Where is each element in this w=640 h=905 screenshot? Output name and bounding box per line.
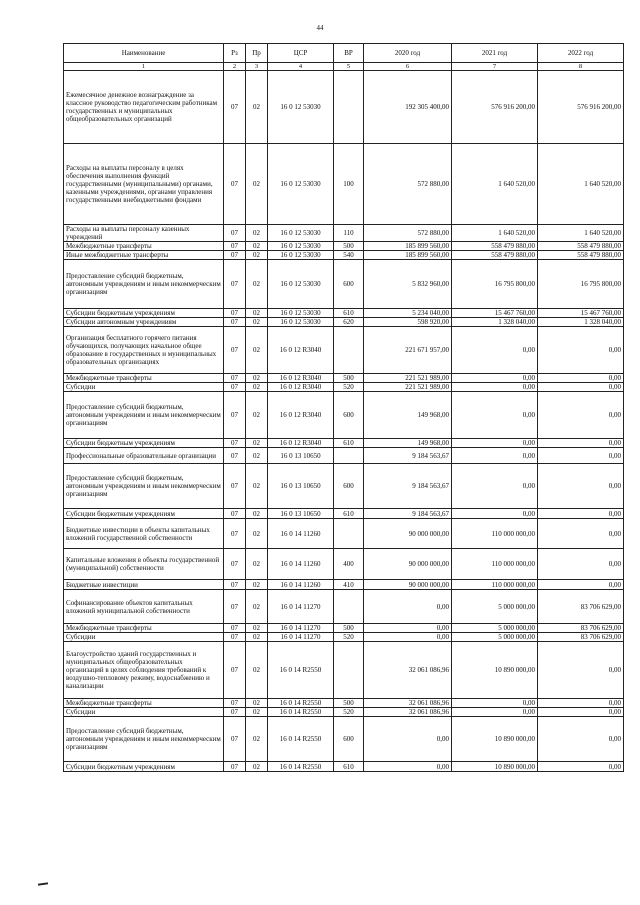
row-vr: 610 (334, 762, 364, 772)
row-vr: 600 (334, 260, 364, 309)
row-amount-2020: 32 061 086,96 (364, 708, 452, 717)
row-pr: 02 (246, 251, 268, 260)
row-amount-2021: 558 479 880,00 (452, 242, 538, 251)
row-amount-2022: 558 479 880,00 (538, 251, 624, 260)
row-amount-2022: 0,00 (538, 762, 624, 772)
row-amount-2020: 598 920,00 (364, 318, 452, 327)
row-amount-2020: 221 671 957,00 (364, 327, 452, 374)
header-2020: 2020 год (364, 44, 452, 63)
row-pr: 02 (246, 225, 268, 242)
table-row (64, 327, 624, 374)
row-amount-2021: 16 795 800,00 (452, 260, 538, 309)
row-name: Субсидии бюджетным учреждениям (64, 309, 224, 318)
row-amount-2022: 0,00 (538, 717, 624, 762)
row-rz: 07 (224, 392, 246, 439)
table-row (64, 580, 624, 590)
row-vr: 520 (334, 383, 364, 392)
row-name: Межбюджетные трансферты (64, 624, 224, 633)
row-name: Софинансирование объектов капитальных вложений муниципальной собственности (64, 590, 224, 624)
row-amount-2021: 558 479 880,00 (452, 251, 538, 260)
row-pr: 02 (246, 642, 268, 699)
table-row (64, 318, 624, 327)
row-rz: 07 (224, 144, 246, 225)
row-csr: 16 0 14 R2550 (268, 762, 334, 772)
row-amount-2022: 0,00 (538, 699, 624, 708)
row-amount-2022: 15 467 760,00 (538, 309, 624, 318)
row-csr: 16 0 12 53030 (268, 144, 334, 225)
row-amount-2022: 0,00 (538, 392, 624, 439)
header-pr: Пр (246, 44, 268, 63)
column-number: 4 (268, 63, 334, 71)
row-vr: 520 (334, 708, 364, 717)
row-amount-2020: 185 899 560,00 (364, 242, 452, 251)
row-vr: 600 (334, 392, 364, 439)
row-amount-2022: 0,00 (538, 519, 624, 549)
row-csr: 16 0 12 53030 (268, 225, 334, 242)
row-amount-2020: 90 000 000,00 (364, 549, 452, 580)
row-name: Расходы на выплаты персоналу казенных учреждений (64, 225, 224, 242)
row-rz: 07 (224, 260, 246, 309)
row-csr: 16 0 14 R2550 (268, 699, 334, 708)
row-rz: 07 (224, 642, 246, 699)
row-csr: 16 0 13 10650 (268, 509, 334, 519)
row-amount-2020: 5 234 040,00 (364, 309, 452, 318)
row-amount-2020: 572 880,00 (364, 144, 452, 225)
row-vr: 500 (334, 242, 364, 251)
row-csr: 16 0 14 R2550 (268, 708, 334, 717)
row-pr: 02 (246, 633, 268, 642)
column-number: 1 (64, 63, 224, 71)
row-csr: 16 0 12 R3040 (268, 383, 334, 392)
row-pr: 02 (246, 144, 268, 225)
row-amount-2021: 1 328 040,00 (452, 318, 538, 327)
row-rz: 07 (224, 225, 246, 242)
row-name: Профессиональные образовательные организации (64, 448, 224, 464)
row-amount-2021: 0,00 (452, 327, 538, 374)
table-row (64, 309, 624, 318)
row-vr: 500 (334, 699, 364, 708)
row-amount-2021: 10 890 000,00 (452, 762, 538, 772)
row-amount-2021: 5 000 000,00 (452, 633, 538, 642)
row-csr: 16 0 12 53030 (268, 242, 334, 251)
row-amount-2021: 10 890 000,00 (452, 642, 538, 699)
row-amount-2020: 32 061 086,96 (364, 699, 452, 708)
row-amount-2022: 0,00 (538, 383, 624, 392)
row-pr: 02 (246, 318, 268, 327)
row-amount-2020: 9 184 563,67 (364, 509, 452, 519)
row-amount-2020: 149 968,00 (364, 392, 452, 439)
row-amount-2021: 1 640 520,00 (452, 144, 538, 225)
row-vr: 540 (334, 251, 364, 260)
row-pr: 02 (246, 448, 268, 464)
row-amount-2022: 0,00 (538, 448, 624, 464)
row-amount-2021: 10 890 000,00 (452, 717, 538, 762)
row-name: Предоставление субсидий бюджетным, автономным учреждениям и иным некоммерческим организациям (64, 464, 224, 509)
row-vr (334, 519, 364, 549)
row-csr: 16 0 13 10650 (268, 464, 334, 509)
row-amount-2020: 90 000 000,00 (364, 519, 452, 549)
table-row (64, 509, 624, 519)
row-amount-2020: 0,00 (364, 717, 452, 762)
row-csr: 16 0 12 R3040 (268, 327, 334, 374)
row-pr: 02 (246, 590, 268, 624)
row-amount-2021: 0,00 (452, 448, 538, 464)
row-amount-2021: 1 640 520,00 (452, 225, 538, 242)
row-pr: 02 (246, 699, 268, 708)
row-rz: 07 (224, 327, 246, 374)
row-pr: 02 (246, 374, 268, 383)
row-amount-2021: 5 000 000,00 (452, 624, 538, 633)
row-csr: 16 0 14 11270 (268, 590, 334, 624)
row-csr: 16 0 12 R3040 (268, 374, 334, 383)
row-vr: 620 (334, 318, 364, 327)
header-name: Наименование (64, 44, 224, 63)
row-rz: 07 (224, 580, 246, 590)
row-csr: 16 0 12 53030 (268, 71, 334, 144)
row-pr: 02 (246, 439, 268, 448)
row-name: Межбюджетные трансферты (64, 374, 224, 383)
row-rz: 07 (224, 439, 246, 448)
row-name: Бюджетные инвестиции в объекты капитальных вложений государственной собственности (64, 519, 224, 549)
row-pr: 02 (246, 519, 268, 549)
row-amount-2020: 221 521 989,00 (364, 383, 452, 392)
row-amount-2022: 0,00 (538, 374, 624, 383)
row-csr: 16 0 14 11260 (268, 549, 334, 580)
page-number: 44 (316, 24, 324, 32)
row-csr: 16 0 12 R3040 (268, 439, 334, 448)
row-amount-2021: 0,00 (452, 699, 538, 708)
table-row (64, 762, 624, 772)
row-pr: 02 (246, 624, 268, 633)
row-csr: 16 0 13 10650 (268, 448, 334, 464)
row-name: Расходы на выплаты персоналу в целях обеспечения выполнения функций государственными (муниципальными) органами, казенными учреждениями, органами управления государственными внебюджетными фондами (64, 144, 224, 225)
row-amount-2020: 572 880,00 (364, 225, 452, 242)
table-row (64, 439, 624, 448)
row-amount-2021: 0,00 (452, 439, 538, 448)
row-pr: 02 (246, 242, 268, 251)
row-name: Субсидии (64, 708, 224, 717)
row-rz: 07 (224, 71, 246, 144)
row-amount-2022: 0,00 (538, 327, 624, 374)
row-amount-2021: 110 000 000,00 (452, 519, 538, 549)
row-vr (334, 448, 364, 464)
row-amount-2020: 0,00 (364, 633, 452, 642)
row-pr: 02 (246, 260, 268, 309)
row-amount-2022: 83 706 629,00 (538, 624, 624, 633)
row-rz: 07 (224, 633, 246, 642)
row-amount-2020: 192 305 400,00 (364, 71, 452, 144)
row-amount-2021: 110 000 000,00 (452, 580, 538, 590)
row-vr: 410 (334, 580, 364, 590)
row-amount-2022: 0,00 (538, 580, 624, 590)
table-row (64, 624, 624, 633)
table-row (64, 642, 624, 699)
row-amount-2022: 1 640 520,00 (538, 225, 624, 242)
row-name: Иные межбюджетные трансферты (64, 251, 224, 260)
table-row (64, 251, 624, 260)
row-name: Ежемесячное денежное вознаграждение за классное руководство педагогическим работникам государственных и муниципальных общеобразовательных организаций (64, 71, 224, 144)
row-rz: 07 (224, 762, 246, 772)
row-pr: 02 (246, 580, 268, 590)
row-pr: 02 (246, 509, 268, 519)
row-amount-2021: 15 467 760,00 (452, 309, 538, 318)
row-amount-2022: 576 916 200,00 (538, 71, 624, 144)
row-vr: 610 (334, 309, 364, 318)
row-amount-2021: 5 000 000,00 (452, 590, 538, 624)
row-vr: 100 (334, 144, 364, 225)
row-csr: 16 0 14 R2550 (268, 717, 334, 762)
row-amount-2022: 558 479 880,00 (538, 242, 624, 251)
row-pr: 02 (246, 549, 268, 580)
row-amount-2021: 0,00 (452, 509, 538, 519)
row-amount-2022: 83 706 629,00 (538, 633, 624, 642)
row-name: Бюджетные инвестиции (64, 580, 224, 590)
table-row (64, 242, 624, 251)
row-pr: 02 (246, 392, 268, 439)
row-pr: 02 (246, 383, 268, 392)
column-number: 3 (246, 63, 268, 71)
row-name: Капитальные вложения в объекты государственной (муниципальной) собственности (64, 549, 224, 580)
row-name: Межбюджетные трансферты (64, 242, 224, 251)
row-name: Субсидии автономным учреждениям (64, 318, 224, 327)
row-vr: 500 (334, 624, 364, 633)
row-rz: 07 (224, 624, 246, 633)
table-row (64, 225, 624, 242)
row-rz: 07 (224, 242, 246, 251)
row-vr: 600 (334, 464, 364, 509)
table-row (64, 633, 624, 642)
row-vr: 400 (334, 549, 364, 580)
row-name: Межбюджетные трансферты (64, 699, 224, 708)
row-amount-2020: 185 899 560,00 (364, 251, 452, 260)
table-row (64, 448, 624, 464)
row-amount-2020: 9 184 563,67 (364, 448, 452, 464)
row-amount-2021: 0,00 (452, 708, 538, 717)
row-amount-2022: 0,00 (538, 509, 624, 519)
row-name: Субсидии бюджетным учреждениям (64, 762, 224, 772)
row-amount-2021: 110 000 000,00 (452, 549, 538, 580)
row-vr: 610 (334, 439, 364, 448)
row-rz: 07 (224, 251, 246, 260)
row-rz: 07 (224, 374, 246, 383)
row-amount-2021: 0,00 (452, 383, 538, 392)
row-name: Предоставление субсидий бюджетным, автономным учреждениям и иным некоммерческим организациям (64, 717, 224, 762)
row-amount-2020: 32 061 086,96 (364, 642, 452, 699)
row-csr: 16 0 14 11270 (268, 624, 334, 633)
header-row (64, 44, 624, 63)
row-amount-2021: 0,00 (452, 374, 538, 383)
row-rz: 07 (224, 708, 246, 717)
table-row (64, 71, 624, 144)
row-amount-2022: 0,00 (538, 439, 624, 448)
row-rz: 07 (224, 717, 246, 762)
header-rz: Рз (224, 44, 246, 63)
row-name: Субсидии бюджетным учреждениям (64, 439, 224, 448)
table-row (64, 549, 624, 580)
table-row (64, 260, 624, 309)
header-csr: ЦСР (268, 44, 334, 63)
row-rz: 07 (224, 464, 246, 509)
row-amount-2020: 221 521 989,00 (364, 374, 452, 383)
row-amount-2020: 0,00 (364, 762, 452, 772)
column-number-row (64, 63, 624, 71)
row-csr: 16 0 12 53030 (268, 251, 334, 260)
column-number: 8 (538, 63, 624, 71)
row-rz: 07 (224, 509, 246, 519)
row-pr: 02 (246, 708, 268, 717)
row-amount-2020: 90 000 000,00 (364, 580, 452, 590)
table-row (64, 519, 624, 549)
column-number: 5 (334, 63, 364, 71)
table-row (64, 699, 624, 708)
row-amount-2021: 0,00 (452, 392, 538, 439)
row-vr (334, 590, 364, 624)
row-pr: 02 (246, 717, 268, 762)
row-pr: 02 (246, 327, 268, 374)
row-csr: 16 0 12 53030 (268, 318, 334, 327)
row-name: Благоустройство зданий государственных и муниципальных общеобразовательных организаций в целях соблюдения требований к воздушно-тепловому режиму, водоснабжению и канализации (64, 642, 224, 699)
row-pr: 02 (246, 464, 268, 509)
table-row (64, 717, 624, 762)
row-vr: 110 (334, 225, 364, 242)
row-rz: 07 (224, 590, 246, 624)
row-name: Предоставление субсидий бюджетным, автономным учреждениям и иным некоммерческим организациям (64, 392, 224, 439)
row-name: Организация бесплатного горячего питания обучающихся, получающих начальное общее образование в государственных и муниципальных образовательных организациях (64, 327, 224, 374)
row-vr (334, 642, 364, 699)
row-name: Субсидии бюджетным учреждениям (64, 509, 224, 519)
row-pr: 02 (246, 71, 268, 144)
header-2022: 2022 год (538, 44, 624, 63)
row-rz: 07 (224, 309, 246, 318)
row-csr: 16 0 14 11260 (268, 580, 334, 590)
row-rz: 07 (224, 383, 246, 392)
row-csr: 16 0 14 11270 (268, 633, 334, 642)
row-amount-2022: 16 795 800,00 (538, 260, 624, 309)
row-name: Субсидии (64, 383, 224, 392)
row-rz: 07 (224, 448, 246, 464)
row-vr: 610 (334, 509, 364, 519)
row-csr: 16 0 12 53030 (268, 309, 334, 318)
row-amount-2020: 0,00 (364, 590, 452, 624)
row-csr: 16 0 12 53030 (268, 260, 334, 309)
row-amount-2022: 0,00 (538, 549, 624, 580)
table-row (64, 590, 624, 624)
row-vr: 600 (334, 717, 364, 762)
row-rz: 07 (224, 519, 246, 549)
row-csr: 16 0 12 R3040 (268, 392, 334, 439)
header-vr: ВР (334, 44, 364, 63)
table-row (64, 708, 624, 717)
row-amount-2020: 0,00 (364, 624, 452, 633)
row-rz: 07 (224, 549, 246, 580)
header-2021: 2021 год (452, 44, 538, 63)
table-row (64, 144, 624, 225)
row-rz: 07 (224, 318, 246, 327)
row-amount-2021: 576 916 200,00 (452, 71, 538, 144)
table-row (64, 464, 624, 509)
row-csr: 16 0 14 R2550 (268, 642, 334, 699)
row-amount-2020: 9 184 563,67 (364, 464, 452, 509)
pen-mark (38, 882, 48, 885)
column-number: 2 (224, 63, 246, 71)
column-number: 6 (364, 63, 452, 71)
row-amount-2022: 1 640 520,00 (538, 144, 624, 225)
table-row (64, 374, 624, 383)
row-amount-2021: 0,00 (452, 464, 538, 509)
row-name: Предоставление субсидий бюджетным, автономным учреждениям и иным некоммерческим организациям (64, 260, 224, 309)
table-row (64, 392, 624, 439)
budget-table (63, 43, 624, 772)
row-vr: 520 (334, 633, 364, 642)
row-csr: 16 0 14 11260 (268, 519, 334, 549)
row-amount-2022: 83 706 629,00 (538, 590, 624, 624)
column-number: 7 (452, 63, 538, 71)
row-amount-2022: 0,00 (538, 708, 624, 717)
row-amount-2022: 0,00 (538, 464, 624, 509)
row-vr (334, 71, 364, 144)
row-pr: 02 (246, 309, 268, 318)
row-amount-2022: 0,00 (538, 642, 624, 699)
row-amount-2020: 5 832 960,00 (364, 260, 452, 309)
row-rz: 07 (224, 699, 246, 708)
row-amount-2022: 1 328 040,00 (538, 318, 624, 327)
row-vr: 500 (334, 374, 364, 383)
row-pr: 02 (246, 762, 268, 772)
row-name: Субсидии (64, 633, 224, 642)
row-vr (334, 327, 364, 374)
row-amount-2020: 149 968,00 (364, 439, 452, 448)
table-row (64, 383, 624, 392)
